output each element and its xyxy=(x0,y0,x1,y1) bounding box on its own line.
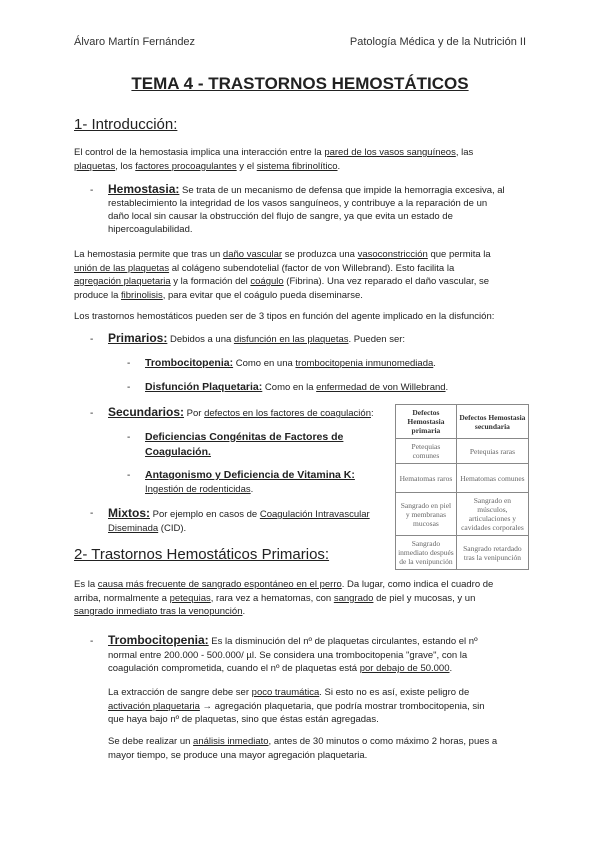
hemostasia-definition: Hemostasia: Se trata de un mecanismo de defensa que impide la hemorragia excesiva, al restablecimiento la integridad de los vasos sanguíneos, y contribuye a la reparación de un daño local sin causar la obstrucción del flujo de sangre, ya que evita un estado de hipercoagulabilidad. xyxy=(108,182,505,235)
table-cell: Petequias comunes xyxy=(396,439,457,464)
bullet-dash: - xyxy=(90,636,94,647)
secundarios-item: Secundarios: Por defectos en los factores de coagulación: xyxy=(108,405,374,419)
table-header-cell: Defectos Hemostasia primaria xyxy=(396,405,457,439)
antagonismo-item: Antagonismo y Deficiencia de Vitamina K: Ingestión de rodenticidas. xyxy=(145,469,355,495)
table-header-row xyxy=(396,405,529,439)
section-1-heading: 1- Introducción: xyxy=(74,116,178,133)
bullet-dash: - xyxy=(90,408,94,419)
table-row xyxy=(396,493,529,536)
trombocitopenia-item: Trombocitopenia: Como en una trombocitopenia inmunomediada. xyxy=(145,357,436,369)
table-row xyxy=(396,464,529,493)
table-row xyxy=(396,536,529,570)
bullet-dash: - xyxy=(90,185,94,196)
bullet-dash: - xyxy=(90,334,94,345)
table-cell: Sangrado inmediato después de la venipunción xyxy=(396,536,457,570)
header-course: Patología Médica y de la Nutrición II xyxy=(349,36,526,48)
section-2-heading: 2- Trastornos Hemostáticos Primarios: xyxy=(74,546,330,563)
table-cell: Sangrado retardado tras la venipunción xyxy=(456,536,528,570)
types-paragraph: Los trastornos hemostáticos pueden ser de 3 tipos en función del agente implicado en la disfunción: xyxy=(74,311,495,322)
extraction-paragraph: La extracción de sangre debe ser poco traumática. Si esto no es así, existe peligro de activación plaquetaria → agregación plaquetaria, que podría mostrar trombocitopenia, sin que haya bajo nº de plaquetas, sino que éstas están agregadas. xyxy=(108,687,485,725)
primarios-item: Primarios: Debidos a una disfunción en las plaquetas. Pueden ser: xyxy=(108,331,406,345)
table-cell: Petequias raras xyxy=(456,439,528,464)
hemostasis-defects-table xyxy=(395,404,529,570)
table-cell: Hematomas raros xyxy=(396,464,457,493)
table-cell: Sangrado en músculos, articulaciones y cavidades corporales xyxy=(456,493,528,536)
intro-paragraph: El control de la hemostasia implica una interacción entre la pared de los vasos sanguíneos, las plaquetas, los factores procoagulantes y el sistema fibrinolítico. xyxy=(74,147,474,172)
bullet-dash: - xyxy=(127,432,131,443)
analysis-paragraph: Se debe realizar un análisis inmediato, antes de 30 minutos o como máximo 2 horas, pues a mayor tiempo, se produce una mayor agregación plaquetaria. xyxy=(108,736,498,761)
disfuncion-item: Disfunción Plaquetaria: Como en la enfermedad de von Willebrand. xyxy=(145,381,449,393)
deficiencias-item: Deficiencias Congénitas de Factores de Coagulación. xyxy=(145,431,344,458)
hemostasis-paragraph: La hemostasia permite que tras un daño vascular se produzca una vasoconstricción que permita la unión de las plaquetas al colágeno subendotelial (factor de von Willebrand). Esto facilita la agregación plaquetaria y la formación del coágulo (Fibrina). Una vez reparado el daño vascular, se produce la fibrinolisis, para evitar que el coágulo pueda diseminarse. xyxy=(74,249,491,301)
bullet-dash: - xyxy=(127,470,131,481)
bullet-dash: - xyxy=(90,508,94,519)
page-title: TEMA 4 - TRASTORNOS HEMOSTÁTICOS xyxy=(131,74,469,93)
header-author: Álvaro Martín Fernández xyxy=(74,36,196,48)
table-cell: Sangrado en piel y membranas mucosas xyxy=(396,493,457,536)
primary-disorders-paragraph: Es la causa más frecuente de sangrado espontáneo en el perro. Da lugar, como indica el cuadro de arriba, normalmente a petequias, rara vez a hematomas, con sangrado de piel y mucosas, y un sangrado inmediato tras la venopunción. xyxy=(74,579,494,617)
mixtos-item: Mixtos: Por ejemplo en casos de Coagulación Intravascular Diseminada (CID). xyxy=(108,506,370,534)
bullet-dash: - xyxy=(127,382,131,393)
bullet-dash: - xyxy=(127,358,131,369)
table-row xyxy=(396,439,529,464)
table-cell: Hematomas comunes xyxy=(456,464,528,493)
table-header-cell: Defectos Hemostasia secundaria xyxy=(456,405,528,439)
trombocitopenia-definition: Trombocitopenia: Es la disminución del nº de plaquetas circulantes, estando el nº normal entre 200.000 - 500.000/ µl. Se considera una trombocitopenia "grave", con la coagulación comprometida, cuando el nº de plaquetas está por debajo de 50.000. xyxy=(108,633,478,674)
